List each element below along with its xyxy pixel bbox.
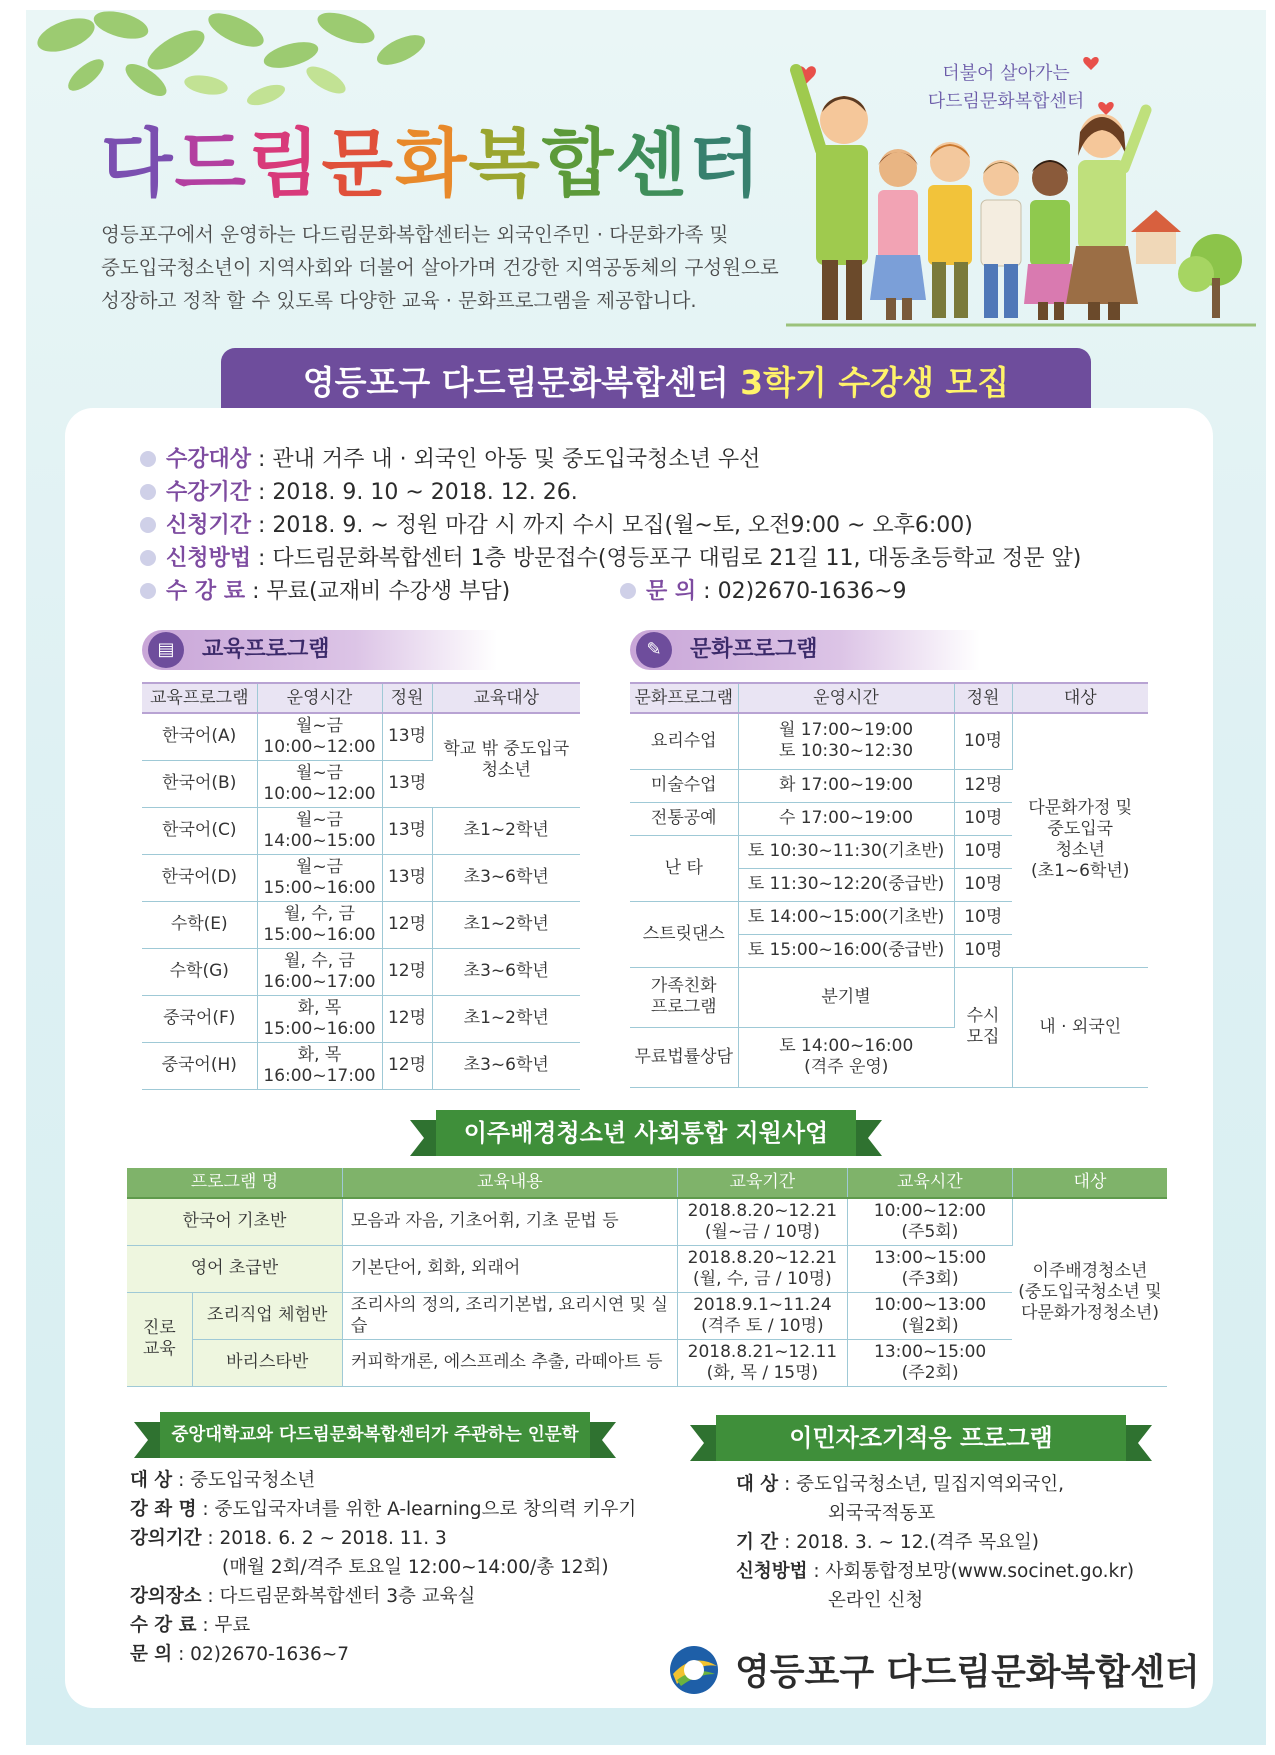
- cell-line: 2018.9.1~11.24: [693, 1294, 832, 1315]
- cell-line: 14:00~15:00: [263, 830, 376, 851]
- table-row: [127, 1198, 1167, 1245]
- cell: 모음과 자음, 기초어휘, 기초 문법 등: [342, 1198, 677, 1245]
- cell: 10명: [954, 868, 1012, 901]
- info-label: 신청기간: [166, 513, 252, 538]
- cell: 미술수업: [630, 769, 738, 802]
- cell: 조리사의 정의, 조리기본법, 요리시연 및 실습: [342, 1292, 677, 1339]
- cell-line: 2018.8.20~12.21: [687, 1200, 838, 1221]
- info-value: 온라인 신청: [828, 1590, 924, 1611]
- banner-highlight: 3학기 수강생 모집: [740, 363, 1010, 402]
- ribbon-title: 이민자조기적응 프로그램: [789, 1424, 1053, 1452]
- cell-line: 학교 밖 중도입국: [443, 739, 570, 760]
- cell: 수학(G): [142, 948, 257, 995]
- cell: [257, 995, 382, 1042]
- immigrant-ribbon: [716, 1415, 1126, 1461]
- col-header: 프로그램 명: [127, 1168, 342, 1198]
- info-label: 수강대상: [166, 447, 252, 472]
- slogan-line: 다드림문화복합센터: [927, 91, 1085, 112]
- integration-ribbon: [436, 1110, 856, 1156]
- cell: 수학(E): [142, 901, 257, 948]
- info-value: : 중도입국자녀를 위한 A-learning으로 창의력 키우기: [196, 1499, 637, 1520]
- cell-line: (주2회): [901, 1362, 959, 1383]
- edu-table: [142, 682, 580, 1090]
- cell: 수 17:00~19:00: [738, 802, 954, 835]
- cell-line: 월, 수, 금: [284, 950, 355, 971]
- bullet-icon: [140, 550, 156, 566]
- cell-line: 월, 수, 금: [284, 903, 355, 924]
- cell-line: 토 14:00~16:00: [779, 1036, 914, 1056]
- cell-line: 청소년: [481, 760, 531, 781]
- culture-section-header: [630, 630, 980, 670]
- cell-line: (월2회): [901, 1315, 959, 1336]
- cell-line: 월 17:00~19:00: [778, 720, 914, 741]
- cell-line: (화, 목 / 15명): [706, 1362, 819, 1383]
- cell: 토 15:00~16:00(중급반): [738, 934, 954, 967]
- info-inquiry: [620, 575, 907, 608]
- table-header-row: [630, 683, 1148, 713]
- cell-line: (격주 토 / 10명): [701, 1315, 824, 1336]
- cell: [677, 1198, 847, 1245]
- info-row: [736, 1557, 1134, 1586]
- info-label: 수 강 료: [130, 1615, 197, 1636]
- info-row: [130, 1582, 636, 1611]
- col-header: 교육프로그램: [142, 683, 257, 713]
- cell: [432, 713, 580, 807]
- cell: 한국어 기초반: [127, 1198, 342, 1245]
- title-char: 복: [468, 121, 542, 207]
- table-header-row: [127, 1168, 1167, 1198]
- intro-text: [101, 218, 821, 317]
- info-row: [736, 1470, 1134, 1499]
- cell: 영어 초급반: [127, 1245, 342, 1292]
- info-row: [736, 1586, 1134, 1615]
- cell: 한국어(C): [142, 807, 257, 854]
- cell: 13명: [382, 713, 432, 760]
- table-row: [142, 807, 580, 854]
- info-label: 대 상: [130, 1470, 173, 1491]
- cell: 12명: [382, 901, 432, 948]
- col-header: 문화프로그램: [630, 683, 738, 713]
- cell: 초3~6학년: [432, 948, 580, 995]
- cell-line: 10:00~12:00: [873, 1200, 986, 1221]
- cell-line: 이주배경청소년: [1032, 1260, 1148, 1281]
- cell: [847, 1339, 1012, 1386]
- cell: 한국어(A): [142, 713, 257, 760]
- info-value: : 사회통합정보망(www.socinet.go.kr): [807, 1561, 1135, 1582]
- book-icon: ▤: [148, 632, 184, 668]
- cell: 토 10:30~11:30(기초반): [738, 835, 954, 868]
- cell-line: 토 10:30~12:30: [778, 741, 914, 762]
- cell: [257, 760, 382, 807]
- info-row: [130, 1495, 636, 1524]
- info-label: 문 의: [646, 579, 697, 604]
- title-char: 화: [394, 121, 469, 207]
- slogan: [906, 60, 1106, 116]
- info-value: : 02)2670-1636~7: [172, 1644, 350, 1665]
- col-header: 교육기간: [677, 1168, 847, 1198]
- intro-line: 영등포구에서 운영하는 다드림문화복합센터는 외국인주민 · 다문화가족 및: [101, 223, 729, 246]
- bullet-icon: [140, 583, 156, 599]
- table-row: [142, 948, 580, 995]
- cell: 초1~2학년: [432, 901, 580, 948]
- col-header: 대상: [1012, 1168, 1167, 1198]
- info-label: 기 간: [736, 1532, 779, 1553]
- col-header: 정원: [382, 683, 432, 713]
- bullet-icon: [620, 583, 636, 599]
- cell-line: 10:00~12:00: [263, 736, 376, 757]
- cell: [630, 967, 738, 1027]
- cell: 중국어(H): [142, 1042, 257, 1089]
- cell: 13명: [382, 807, 432, 854]
- cell: [127, 1292, 192, 1386]
- info-label: 수 강 료: [166, 579, 246, 604]
- cell: [257, 901, 382, 948]
- col-header: 교육대상: [432, 683, 580, 713]
- intro-line: 성장하고 정착 할 수 있도록 다양한 교육 · 문화프로그램을 제공합니다.: [101, 289, 697, 312]
- cell: 기본단어, 회화, 외래어: [342, 1245, 677, 1292]
- leaves-decoration: [26, 10, 446, 120]
- cell-line: 15:00~16:00: [263, 924, 376, 945]
- table-row: [127, 1339, 1167, 1386]
- cell: 내 · 외국인: [1012, 967, 1148, 1087]
- cell: [257, 713, 382, 760]
- cell: [257, 1042, 382, 1089]
- col-header: 운영시간: [738, 683, 954, 713]
- info-value: : 2018. 3. ~ 12.(격주 목요일): [778, 1532, 1040, 1553]
- cell: 난 타: [630, 835, 738, 901]
- info-label: 신청방법: [736, 1561, 808, 1582]
- cell: [1012, 713, 1148, 967]
- info-row: [736, 1528, 1134, 1557]
- info-label: 강의장소: [130, 1586, 202, 1607]
- info-row: [130, 1466, 636, 1495]
- table-row: [630, 967, 1148, 1027]
- cell: 화 17:00~19:00: [738, 769, 954, 802]
- info-label: 대 상: [736, 1474, 779, 1495]
- info-row-target: [140, 443, 1081, 476]
- cell: 바리스타반: [192, 1339, 342, 1386]
- info-value: : 2018. 6. 2 ~ 2018. 11. 3: [201, 1528, 447, 1549]
- table-header-row: [142, 683, 580, 713]
- info-value: : 무료(교재비 수강생 부담): [245, 579, 511, 604]
- cell-line: (월, 수, 금 / 10명): [693, 1268, 832, 1289]
- title-char: 다: [101, 121, 175, 207]
- info-value: : 중도입국청소년, 밀집지역외국인,: [778, 1474, 1065, 1495]
- cell: [847, 1292, 1012, 1339]
- title-char: 문: [321, 121, 395, 207]
- ribbon-title: 이주배경청소년 사회통합 지원사업: [463, 1119, 829, 1147]
- info-value: : 02)2670-1636~9: [696, 579, 907, 604]
- cell-line: (중도입국청소년 및: [1018, 1281, 1162, 1302]
- cell-line: 중도입국: [1047, 819, 1114, 840]
- info-row-apply-method: [140, 542, 1081, 575]
- table-row: [142, 995, 580, 1042]
- cell: 12명: [382, 995, 432, 1042]
- immigrant-info: [736, 1470, 1134, 1615]
- cell-line: 10:00~12:00: [263, 783, 376, 804]
- cell-line: 월~금: [295, 856, 344, 877]
- info-row: [130, 1524, 636, 1553]
- info-row-fee: [140, 575, 1081, 608]
- cell: 무료법률상담: [630, 1027, 738, 1087]
- cell-line: 13:00~15:00: [874, 1341, 987, 1362]
- col-header: 운영시간: [257, 683, 382, 713]
- cell-line: 15:00~16:00: [263, 877, 376, 898]
- culture-table: [630, 682, 1148, 1088]
- cell-line: (격주 운영): [804, 1057, 889, 1077]
- col-header: 교육시간: [847, 1168, 1012, 1198]
- cell: 10명: [954, 713, 1012, 769]
- bullet-icon: [140, 484, 156, 500]
- cell-line: 15:00~16:00: [263, 1018, 376, 1039]
- col-header: 대상: [1012, 683, 1148, 713]
- cell: [738, 1027, 954, 1087]
- cell: 한국어(D): [142, 854, 257, 901]
- info-label: 수강기간: [166, 480, 252, 505]
- cell: [677, 1292, 847, 1339]
- cell-line: 가족친화: [650, 976, 717, 996]
- title-char: 센: [615, 121, 689, 207]
- humanities-info: [130, 1466, 636, 1669]
- cell-line: 16:00~17:00: [263, 1065, 376, 1086]
- info-value: : 관내 거주 내 · 외국인 아동 및 중도입국청소년 우선: [251, 447, 761, 472]
- integration-table: [127, 1168, 1167, 1387]
- title-char: 드: [174, 121, 248, 207]
- info-value: : 2018. 9. ~ 정원 마감 시 까지 수시 모집(월~토, 오전9:00 ~ 오후6:00): [251, 513, 973, 538]
- cell: 10명: [954, 835, 1012, 868]
- info-row: [130, 1611, 636, 1640]
- cell: [1012, 1198, 1167, 1386]
- info-label: 강의기간: [130, 1528, 202, 1549]
- info-row: [130, 1640, 636, 1669]
- cell: 커피학개론, 에스프레소 추출, 라떼아트 등: [342, 1339, 677, 1386]
- cell-line: 진로: [142, 1318, 176, 1338]
- info-value: : 중도입국청소년: [172, 1470, 316, 1491]
- cell-line: 월~금: [295, 715, 344, 736]
- cell: 10명: [954, 802, 1012, 835]
- cell-line: 교육: [142, 1339, 176, 1359]
- info-label: 신청방법: [166, 546, 252, 571]
- footer-logo: [665, 1640, 1200, 1696]
- cell-line: 2018.8.21~12.11: [687, 1341, 838, 1362]
- cell-line: (월~금 / 10명): [704, 1221, 820, 1242]
- main-title: [101, 105, 762, 211]
- cell-line: (주3회): [901, 1268, 959, 1289]
- info-value: (매월 2회/격주 토요일 12:00~14:00/총 12회): [222, 1557, 609, 1578]
- table-row: [127, 1292, 1167, 1339]
- ribbon-title: 중앙대학교와 다드림문화복합센터가 주관하는 인문학 강좌: [171, 1425, 579, 1491]
- info-value: : 다드림문화복합센터 1층 방문접수(영등포구 대림로 21길 11, 대동초등학교 정문 앞): [251, 546, 1082, 571]
- cell-line: 프로그램: [650, 997, 717, 1017]
- info-value: 외국국적동포: [828, 1503, 936, 1524]
- col-header: 정원: [954, 683, 1012, 713]
- title-char: 림: [247, 121, 322, 207]
- palette-icon: ✎: [636, 632, 672, 668]
- cell-line: (주5회): [901, 1221, 959, 1242]
- cell: 13명: [382, 760, 432, 807]
- title-char: 합: [541, 121, 616, 207]
- cell: 10명: [954, 934, 1012, 967]
- info-value: : 다드림문화복합센터 3층 교육실: [201, 1586, 476, 1607]
- cell: [954, 967, 1012, 1087]
- cell: 초3~6학년: [432, 854, 580, 901]
- cell-line: 다문화가정청소년): [1020, 1302, 1159, 1323]
- cell: [677, 1245, 847, 1292]
- cell-line: 10:00~13:00: [874, 1294, 987, 1315]
- intro-line: 중도입국청소년이 지역사회와 더불어 살아가며 건강한 지역공동체의 구성원으로: [101, 256, 779, 279]
- cell-line: 화, 목: [297, 997, 342, 1018]
- info-value: : 2018. 9. 10 ~ 2018. 12. 26.: [251, 480, 578, 505]
- cell: 요리수업: [630, 713, 738, 769]
- col-header: 교육내용: [342, 1168, 677, 1198]
- table-row: [142, 1042, 580, 1089]
- cell-line: 13:00~15:00: [874, 1247, 987, 1268]
- cell: 13명: [382, 854, 432, 901]
- cell: 분기별: [738, 967, 954, 1027]
- section-title: 교육프로그램: [202, 637, 330, 662]
- cell-line: 16:00~17:00: [263, 971, 376, 992]
- cell-line: 모집: [966, 1027, 1000, 1047]
- cell: 초3~6학년: [432, 1042, 580, 1089]
- cell: [257, 854, 382, 901]
- cell: [847, 1245, 1012, 1292]
- table-row: [142, 713, 580, 760]
- cell: 초1~2학년: [432, 995, 580, 1042]
- cell: 10명: [954, 901, 1012, 934]
- cell-line: 월~금: [295, 809, 344, 830]
- section-title: 문화프로그램: [690, 637, 818, 662]
- info-label: 문 의: [130, 1644, 173, 1665]
- cell: 스트릿댄스: [630, 901, 738, 967]
- banner-prefix: 영등포구 다드림문화복합센터: [302, 363, 741, 402]
- cell: 12명: [382, 1042, 432, 1089]
- recruit-info: [140, 443, 1081, 608]
- slogan-line: 더불어 살아가는: [942, 63, 1070, 84]
- cell: [257, 948, 382, 995]
- cell-line: 다문화가정 및: [1028, 798, 1133, 819]
- cell: 토 14:00~15:00(기초반): [738, 901, 954, 934]
- bullet-icon: [140, 451, 156, 467]
- cell: 한국어(B): [142, 760, 257, 807]
- edu-section-header: [142, 630, 497, 670]
- cell: [677, 1339, 847, 1386]
- cell: 초1~2학년: [432, 807, 580, 854]
- cell-line: 월~금: [295, 762, 344, 783]
- cell: [257, 807, 382, 854]
- cell: 중국어(F): [142, 995, 257, 1042]
- cell-line: 화, 목: [297, 1044, 342, 1065]
- cell: [847, 1198, 1012, 1245]
- cell: [738, 713, 954, 769]
- cell-line: 2018.8.20~12.21: [687, 1247, 838, 1268]
- info-label: 강 좌 명: [130, 1499, 197, 1520]
- table-row: [142, 901, 580, 948]
- info-row-apply-period: [140, 509, 1081, 542]
- cell: 조리직업 체험반: [192, 1292, 342, 1339]
- info-row: [736, 1499, 1134, 1528]
- title-char: 터: [688, 121, 763, 207]
- cell-line: 수시: [966, 1006, 1000, 1026]
- info-row-period: [140, 476, 1081, 509]
- cell: 12명: [382, 948, 432, 995]
- info-value: : 무료: [196, 1615, 251, 1636]
- district-logo-icon: [665, 1640, 723, 1696]
- info-row: [130, 1553, 636, 1582]
- cell-line: (초1~6학년): [1031, 861, 1130, 882]
- table-row: [127, 1245, 1167, 1292]
- bullet-icon: [140, 517, 156, 533]
- cell: 토 11:30~12:20(중급반): [738, 868, 954, 901]
- cell: 전통공예: [630, 802, 738, 835]
- cell: 12명: [954, 769, 1012, 802]
- table-row: [630, 713, 1148, 769]
- table-row: [142, 854, 580, 901]
- cell-line: 청소년: [1055, 840, 1105, 861]
- footer-logo-text: 영등포구 다드림문화복합센터: [735, 1652, 1200, 1693]
